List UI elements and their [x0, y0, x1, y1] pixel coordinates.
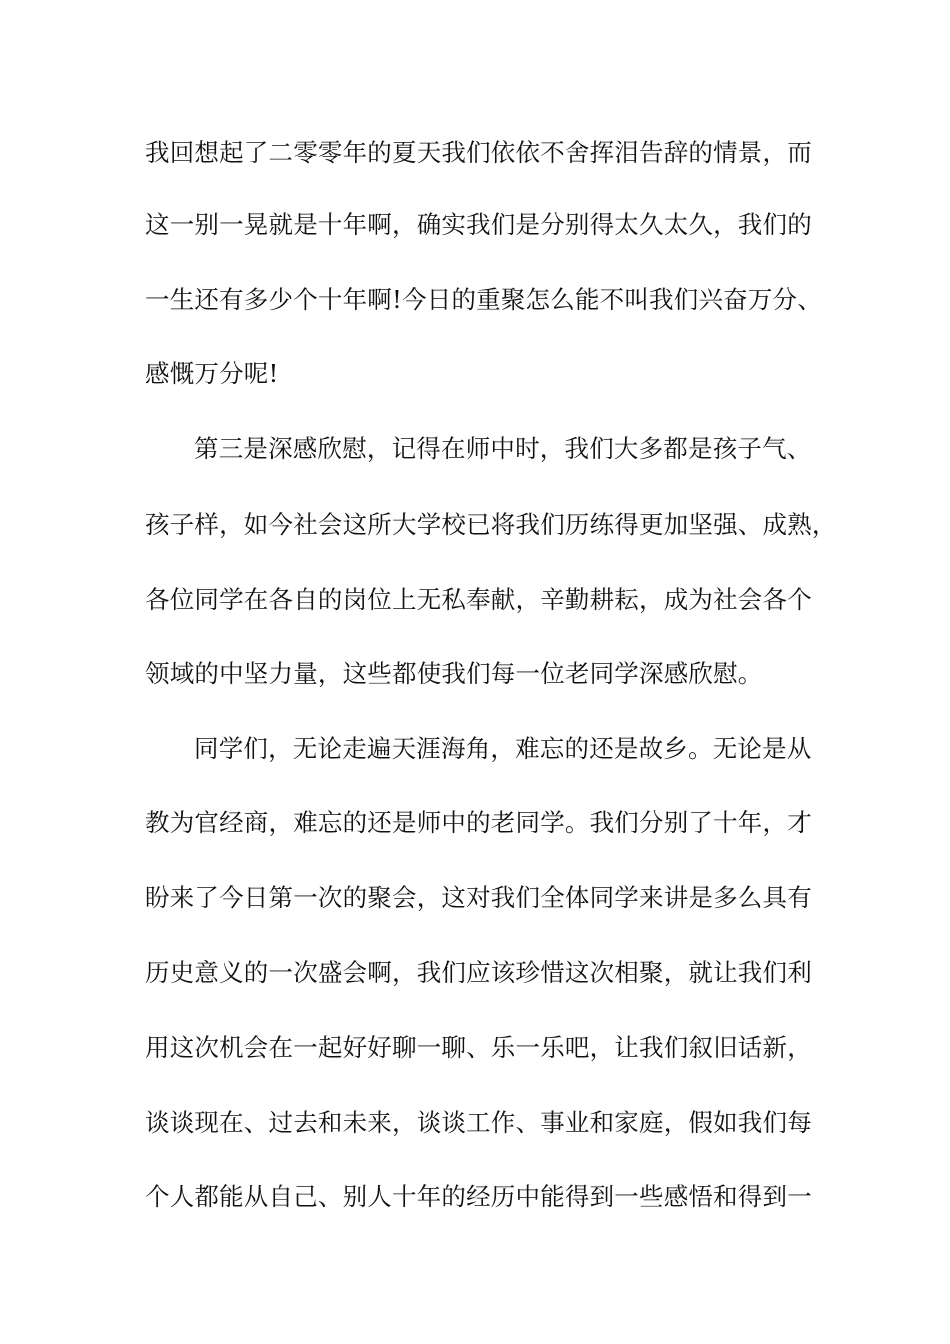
text-line: 一生还有多少个十年啊!今日的重聚怎么能不叫我们兴奋万分、: [145, 285, 822, 314]
text-line: 这一别一晃就是十年啊，确实我们是分别得太久太久，我们的: [145, 210, 812, 239]
paragraph-first-line: 同学们，无论走遍天涯海角，难忘的还是故乡。无论是从: [194, 734, 812, 763]
text-line: 历史意义的一次盛会啊，我们应该珍惜这次相聚，就让我们利: [145, 958, 812, 987]
text-line: 个人都能从自己、别人十年的经历中能得到一些感悟和得到一: [145, 1182, 812, 1211]
paragraph-first-line: 第三是深感欣慰，记得在师中时，我们大多都是孩子气、: [194, 434, 812, 463]
text-line: 盼来了今日第一次的聚会，这对我们全体同学来讲是多么具有: [145, 883, 812, 912]
text-line: 感慨万分呢!: [145, 359, 279, 388]
text-line: 孩子样，如今社会这所大学校已将我们历练得更加坚强、成熟，: [145, 510, 837, 539]
text-line: 领域的中坚力量，这些都使我们每一位老同学深感欣慰。: [145, 659, 763, 688]
text-line: 谈谈现在、过去和未来，谈谈工作、事业和家庭，假如我们每: [145, 1108, 812, 1137]
text-line: 用这次机会在一起好好聊一聊、乐一乐吧，让我们叙旧话新，: [145, 1033, 812, 1062]
text-line: 教为官经商，难忘的还是师中的老同学。我们分别了十年，才: [145, 808, 812, 837]
text-line: 各位同学在各自的岗位上无私奉献，辛勤耕耘，成为社会各个: [145, 585, 812, 614]
text-line: 我回想起了二零零年的夏天我们依依不舍挥泪告辞的情景，而: [145, 138, 812, 167]
